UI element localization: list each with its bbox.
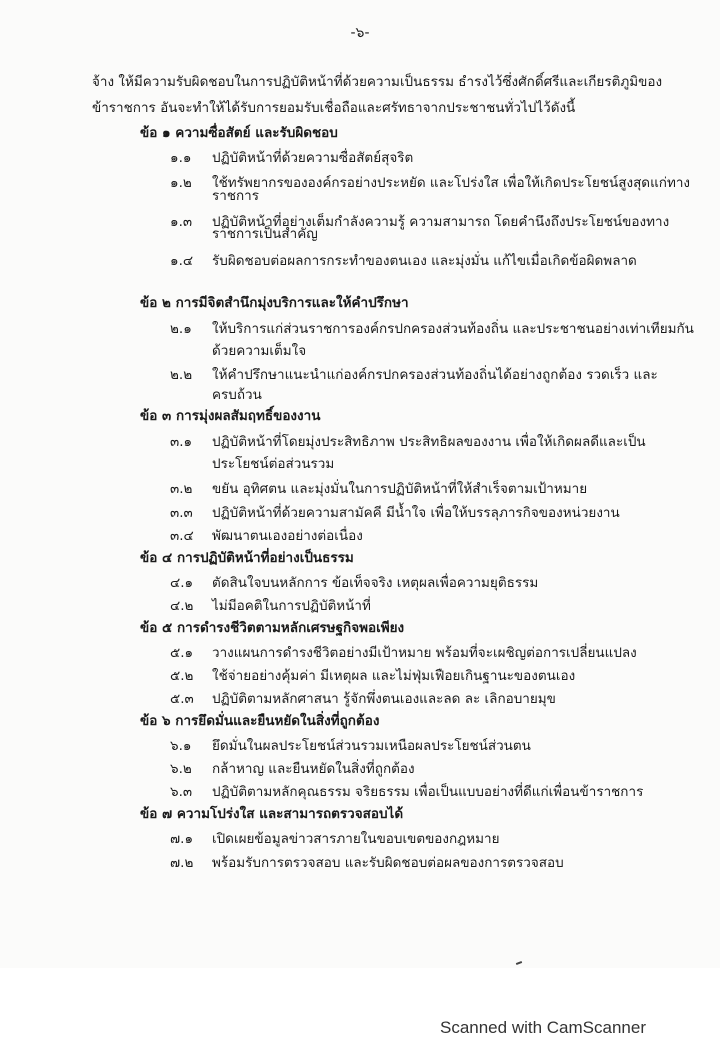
item-number: ๓.๑ (170, 434, 193, 450)
item-number: ๖.๒ (170, 761, 192, 777)
section-heading: ข้อ ๖ การยึดมั่นและยืนหยัดในสิ่งที่ถูกต้อง (140, 713, 380, 729)
item-number: ๑.๑ (170, 150, 192, 166)
item-number: ๔.๒ (170, 598, 194, 614)
item-number: ๗.๑ (170, 831, 194, 847)
item-text: รับผิดชอบต่อผลการกระทำของตนเอง และมุ่งมั่น แก้ไขเมื่อเกิดข้อผิดพลาด (212, 253, 637, 269)
section-heading: ข้อ ๓ การมุ่งผลสัมฤทธิ์ของงาน (140, 408, 321, 424)
item-text: ใช้ทรัพยากรขององค์กรอย่างประหยัด และโปร่งใส เพื่อให้เกิดประโยชน์สูงสุดแก่ทาง (212, 175, 691, 191)
item-text: ใช้จ่ายอย่างคุ้มค่า มีเหตุผล และไม่ฟุ่มเฟือยเกินฐานะของตนเอง (212, 668, 576, 684)
item-text: วางแผนการดำรงชีวิตอย่างมีเป้าหมาย พร้อมที่จะเผชิญต่อการเปลี่ยนแปลง (212, 645, 637, 661)
section-heading: ข้อ ๒ การมีจิตสำนึกมุ่งบริการและให้คำปรึกษา (140, 295, 409, 311)
intro-line: ข้าราชการ อันจะทำให้ได้รับการยอมรับเชื่อถือและศรัทธาจากประชาชนทั่วไปไว้ดังนี้ (92, 100, 576, 116)
scan-mark (516, 961, 522, 965)
item-text: ปฏิบัติหน้าที่โดยมุ่งประสิทธิภาพ ประสิทธิผลของงาน เพื่อให้เกิดผลดีและเป็น (212, 434, 646, 450)
item-text: ให้บริการแก่ส่วนราชการองค์กรปกครองส่วนท้องถิ่น และประชาชนอย่างเท่าเทียมกัน (212, 321, 694, 337)
item-text: ปฏิบัติหน้าที่ด้วยความซื่อสัตย์สุจริต (212, 150, 414, 166)
item-text: ตัดสินใจบนหลักการ ข้อเท็จจริง เหตุผลเพื่อความยุติธรรม (212, 575, 539, 591)
item-text: ปฏิบัติหน้าที่ด้วยความสามัคคี มีน้ำใจ เพื่อให้บรรลุภารกิจของหน่วยงาน (212, 505, 620, 521)
item-text: ปฏิบัติตามหลักศาสนา รู้จักพึ่งตนเองและลด ละ เลิกอบายมุข (212, 691, 556, 707)
item-text: ยึดมั่นในผลประโยชน์ส่วนรวมเหนือผลประโยชน์ส่วนตน (212, 738, 531, 754)
item-number: ๒.๒ (170, 367, 193, 383)
item-text: ปฏิบัติตามหลักคุณธรรม จริยธรรม เพื่อเป็นแบบอย่างที่ดีแก่เพื่อนข้าราชการ (212, 784, 644, 800)
item-text: พร้อมรับการตรวจสอบ และรับผิดชอบต่อผลของการตรวจสอบ (212, 855, 564, 871)
item-text: พัฒนาตนเองอย่างต่อเนื่อง (212, 528, 363, 544)
item-text: ขยัน อุทิศตน และมุ่งมั่นในการปฏิบัติหน้าที่ให้สำเร็จตามเป้าหมาย (212, 481, 588, 497)
item-number: ๕.๑ (170, 645, 194, 661)
item-number: ๑.๒ (170, 175, 192, 191)
section-heading: ข้อ ๔ การปฏิบัติหน้าที่อย่างเป็นธรรม (140, 550, 354, 566)
item-number: ๖.๑ (170, 738, 192, 754)
item-text: ให้คำปรึกษาแนะนำแก่องค์กรปกครองส่วนท้องถิ่นได้อย่างถูกต้อง รวดเร็ว และ (212, 367, 658, 383)
item-text: กล้าหาญ และยืนหยัดในสิ่งที่ถูกต้อง (212, 761, 415, 777)
item-number: ๔.๑ (170, 575, 194, 591)
item-number: ๓.๔ (170, 528, 194, 544)
intro-line: จ้าง ให้มีความรับผิดชอบในการปฏิบัติหน้าที่ด้วยความเป็นธรรม ธำรงไว้ซึ่งศักดิ์ศรีและเกียรติภูมิของ (92, 74, 663, 90)
item-number: ๗.๒ (170, 855, 194, 871)
item-text-continued: ราชการ (212, 188, 259, 204)
item-number: ๓.๒ (170, 481, 193, 497)
item-number: ๑.๓ (170, 214, 193, 230)
item-number: ๕.๒ (170, 668, 194, 684)
item-text-continued: ประโยชน์ต่อส่วนรวม (212, 456, 335, 472)
item-text-continued: ราชการเป็นสำคัญ (212, 226, 318, 242)
item-text: ปฏิบัติหน้าที่อย่างเต็มกำลังความรู้ ความสามารถ โดยคำนึงถึงประโยชน์ของทาง (212, 214, 670, 230)
item-number: ๑.๔ (170, 253, 194, 269)
item-number: ๖.๓ (170, 784, 193, 800)
page-number: -๖- (350, 25, 370, 41)
item-number: ๒.๑ (170, 321, 192, 337)
item-number: ๕.๓ (170, 691, 194, 707)
section-heading: ข้อ ๑ ความซื่อสัตย์ และรับผิดชอบ (140, 125, 338, 141)
item-number: ๓.๓ (170, 505, 193, 521)
scanner-watermark: Scanned with CamScanner (439, 1018, 646, 1037)
item-text: ไม่มีอคติในการปฏิบัติหน้าที่ (212, 598, 371, 614)
section-heading: ข้อ ๕ การดำรงชีวิตตามหลักเศรษฐกิจพอเพียง (140, 620, 405, 636)
item-text-continued: ครบถ้วน (212, 387, 262, 403)
item-text-continued: ด้วยความเต็มใจ (212, 343, 307, 359)
section-heading: ข้อ ๗ ความโปร่งใส และสามารถตรวจสอบได้ (140, 806, 404, 822)
item-text: เปิดเผยข้อมูลข่าวสารภายในขอบเขตของกฎหมาย (212, 831, 500, 847)
